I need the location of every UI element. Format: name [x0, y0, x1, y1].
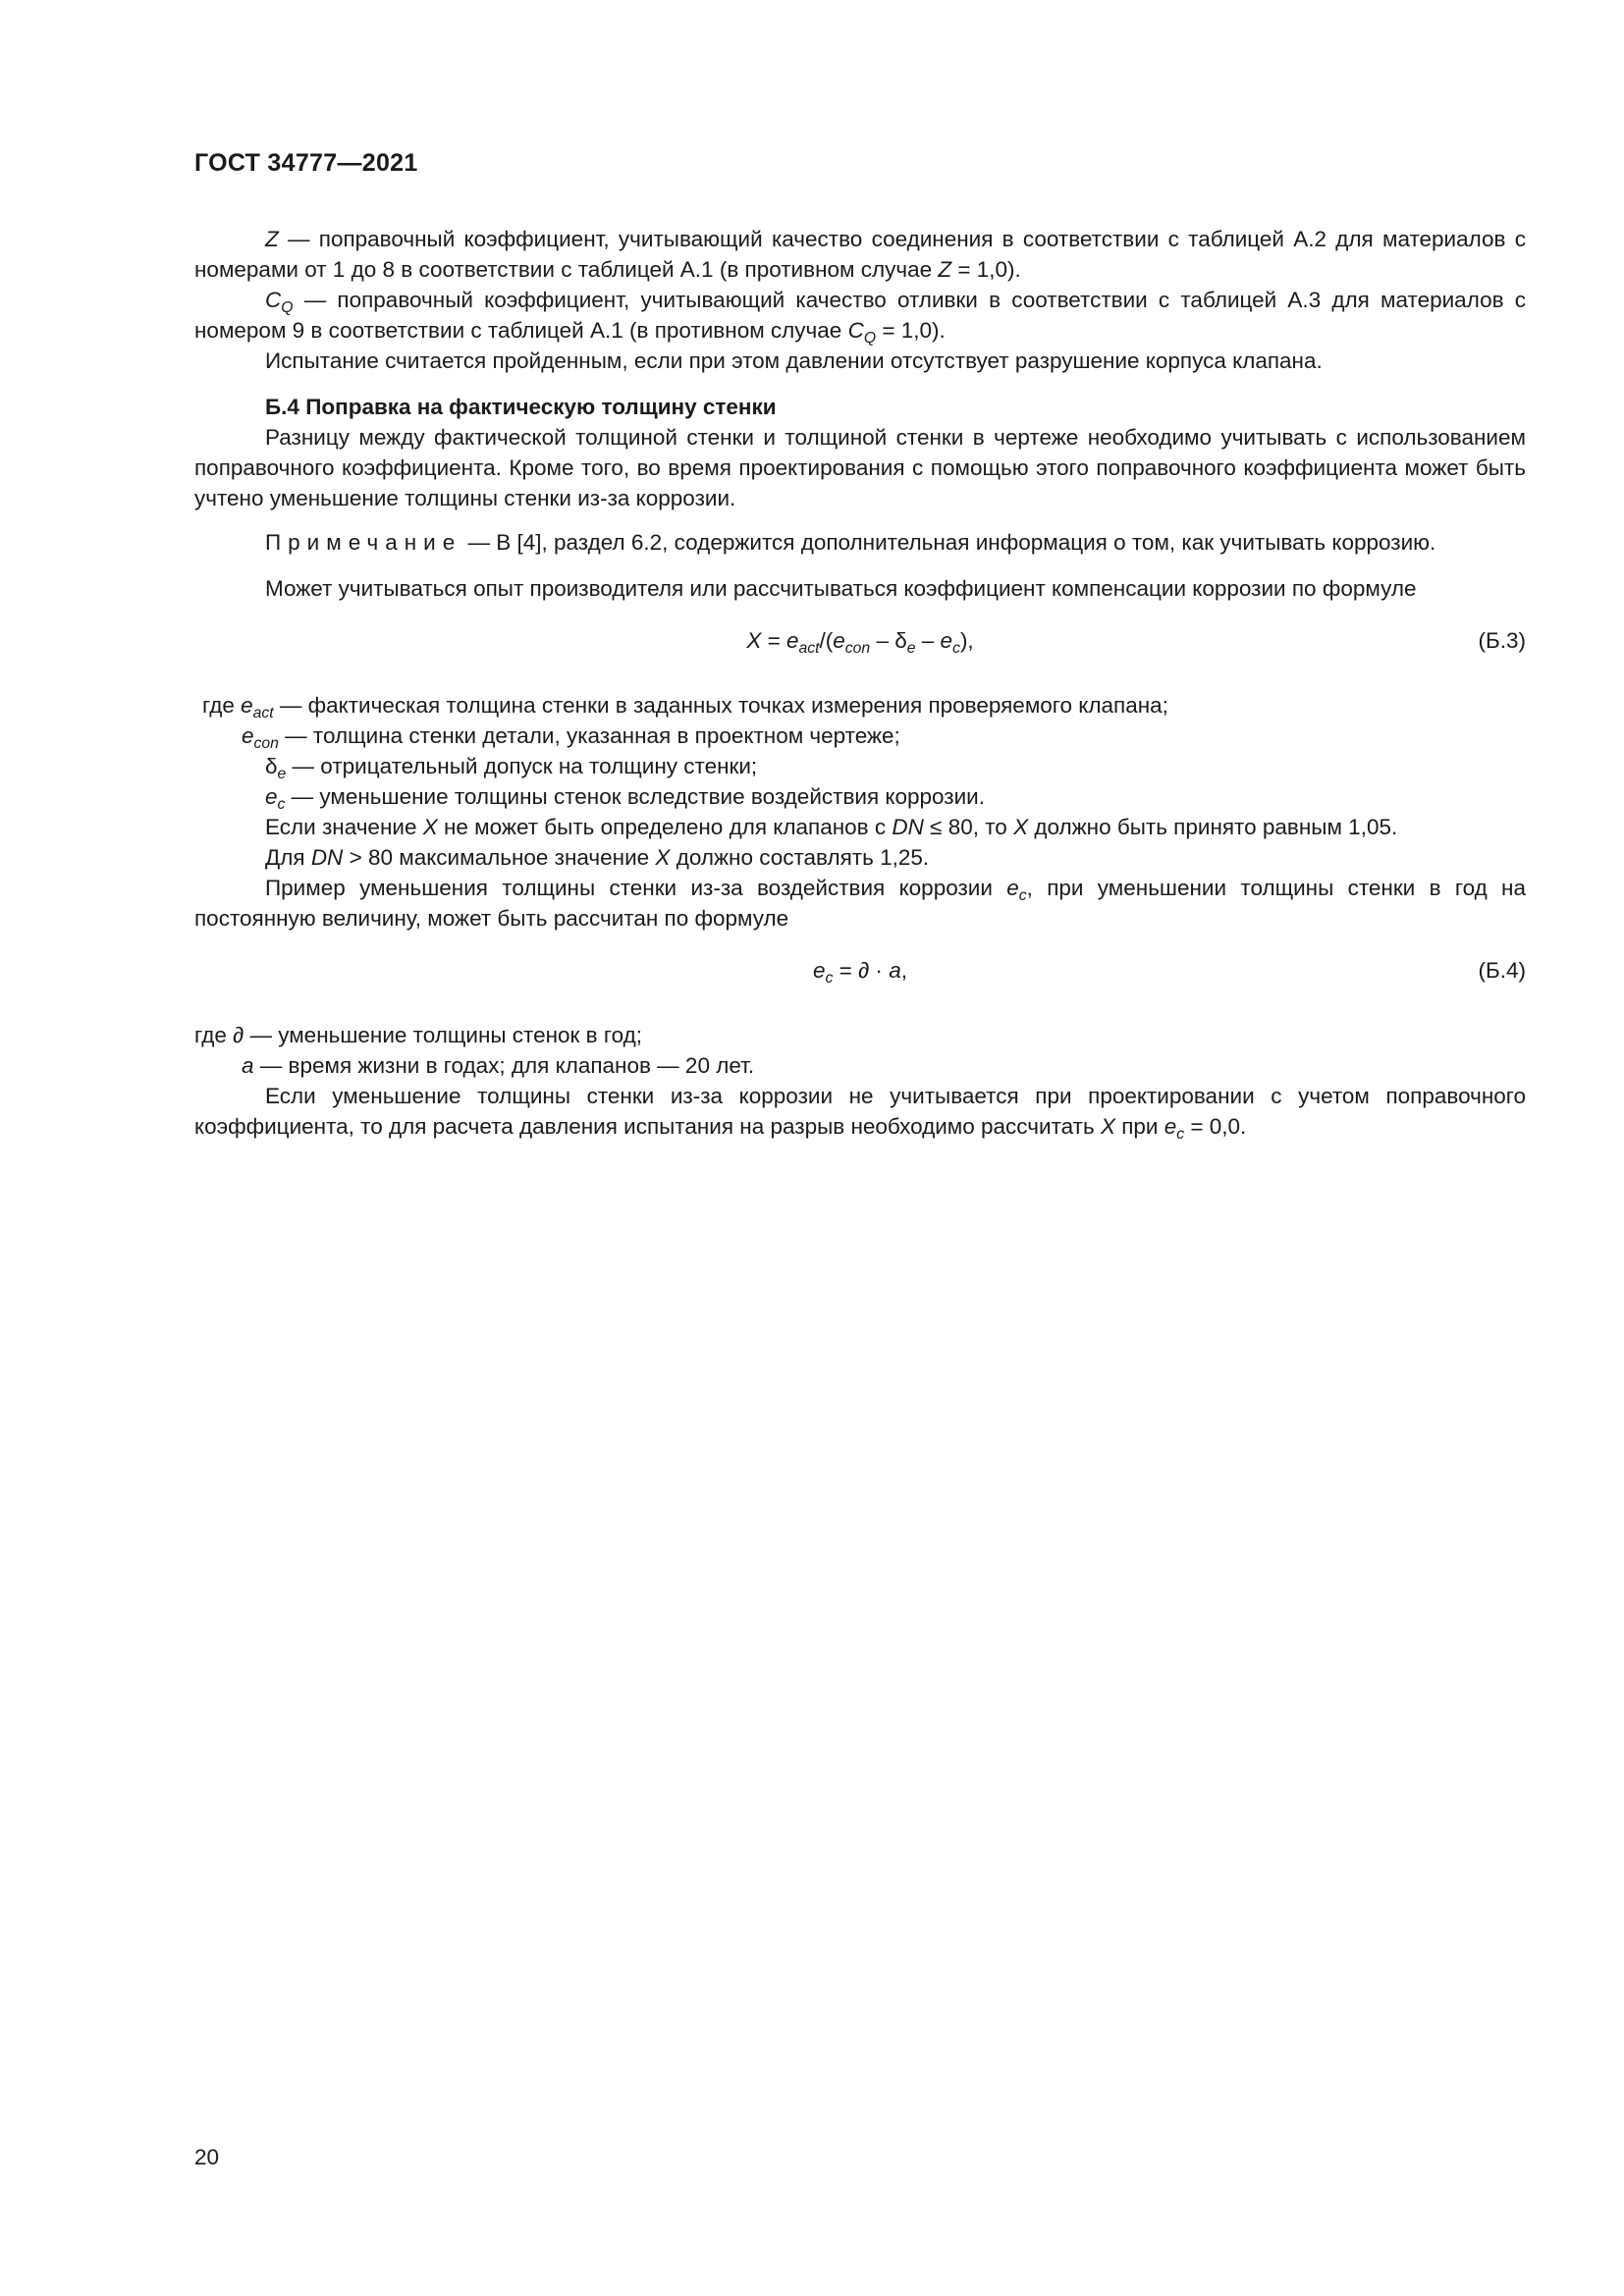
- definition-lifetime: a — время жизни в годах; для клапанов — 20 лет.: [242, 1053, 755, 1078]
- document-body: [194, 224, 1526, 1142]
- example-paragraph: Пример уменьшения толщины стенки из-за воздействия коррозии $e_c$, при уменьшении толщины стенки в год на постоянную величину, может быть рассчитан по формуле: [194, 876, 1526, 931]
- definition-e-con: $e_{con}$ — толщина стенки детали, указанная в проектном чертеже;: [242, 723, 900, 752]
- formula-number: (Б.3): [1478, 628, 1526, 653]
- final-paragraph: Если уменьшение толщины стенки из-за коррозии не учитывается при проектировании с учетом поправочного коэффициента, то для расчета давления испытания на разрыв необходимо рассчитать X при $e_c = 0,0$.: [194, 1084, 1526, 1143]
- note-label: Примечание: [265, 530, 462, 555]
- formula-number: (Б.4): [1478, 958, 1526, 983]
- section-heading: Б.4 Поправка на фактическую толщину стенки: [265, 395, 777, 419]
- condition-dn-over-80: Для DN > 80 максимальное значение X должно составлять 1,25.: [265, 845, 930, 870]
- test-passed-paragraph: Испытание считается пройденным, если при этом давлении отсутствует разрушение корпуса клапана.: [265, 348, 1323, 373]
- definition-e-act: где $e_{act}$ — фактическая толщина стенки в заданных точках измерения проверяемого клапана;: [202, 693, 1168, 721]
- formula-b3: $X = e_{act}/(e_{con} - \delta_e - e_c)$, (Б.3): [194, 625, 1526, 665]
- formula-intro-paragraph: Может учитываться опыт производителя или рассчитываться коэффициент компенсации коррозии по формуле: [265, 576, 1417, 601]
- z-coefficient-paragraph: Z — поправочный коэффициент, учитывающий качество соединения в соответствии с таблицей А.2 для материалов с номерами от 1 до 8 в соответствии с таблицей А.1 (в противном случае Z = 1,0).: [194, 227, 1526, 282]
- definition-delta-e: $\delta_e$ — отрицательный допуск на толщину стенки;: [265, 754, 758, 782]
- definition-e-c: $e_c$ — уменьшение толщины стенок вследствие воздействия коррозии.: [265, 784, 985, 813]
- condition-dn-80: Если значение X не может быть определено для клапанов с DN ≤ 80, то X должно быть принято равным 1,05.: [265, 815, 1398, 839]
- document-header: ГОСТ 34777—2021: [194, 149, 418, 177]
- note-paragraph: Примечание — В [4], раздел 6.2, содержится дополнительная информация о том, как учитывать коррозию.: [265, 530, 1436, 555]
- cq-coefficient-paragraph: $C_Q$ — поправочный коэффициент, учитывающий качество отливки в соответствии с таблицей А.3 для материалов с номером 9 в соответствии с таблицей А.1 (в противном случае $C_Q = 1,0$).: [194, 288, 1526, 347]
- definition-corrosion-rate: где ∂ — уменьшение толщины стенок в год;: [194, 1023, 642, 1047]
- page-number: 20: [194, 2145, 220, 2169]
- wall-thickness-paragraph: Разницу между фактической толщиной стенки и толщиной стенки в чертеже необходимо учитывать с использованием поправочного коэффициента. Кроме того, во время проектирования с помощью этого поправочного коэффициента может быть учтено уменьшение толщины стенки из-за коррозии.: [194, 425, 1526, 510]
- formula-b4: $e_c$ = ∂ · a, (Б.4): [194, 955, 1526, 994]
